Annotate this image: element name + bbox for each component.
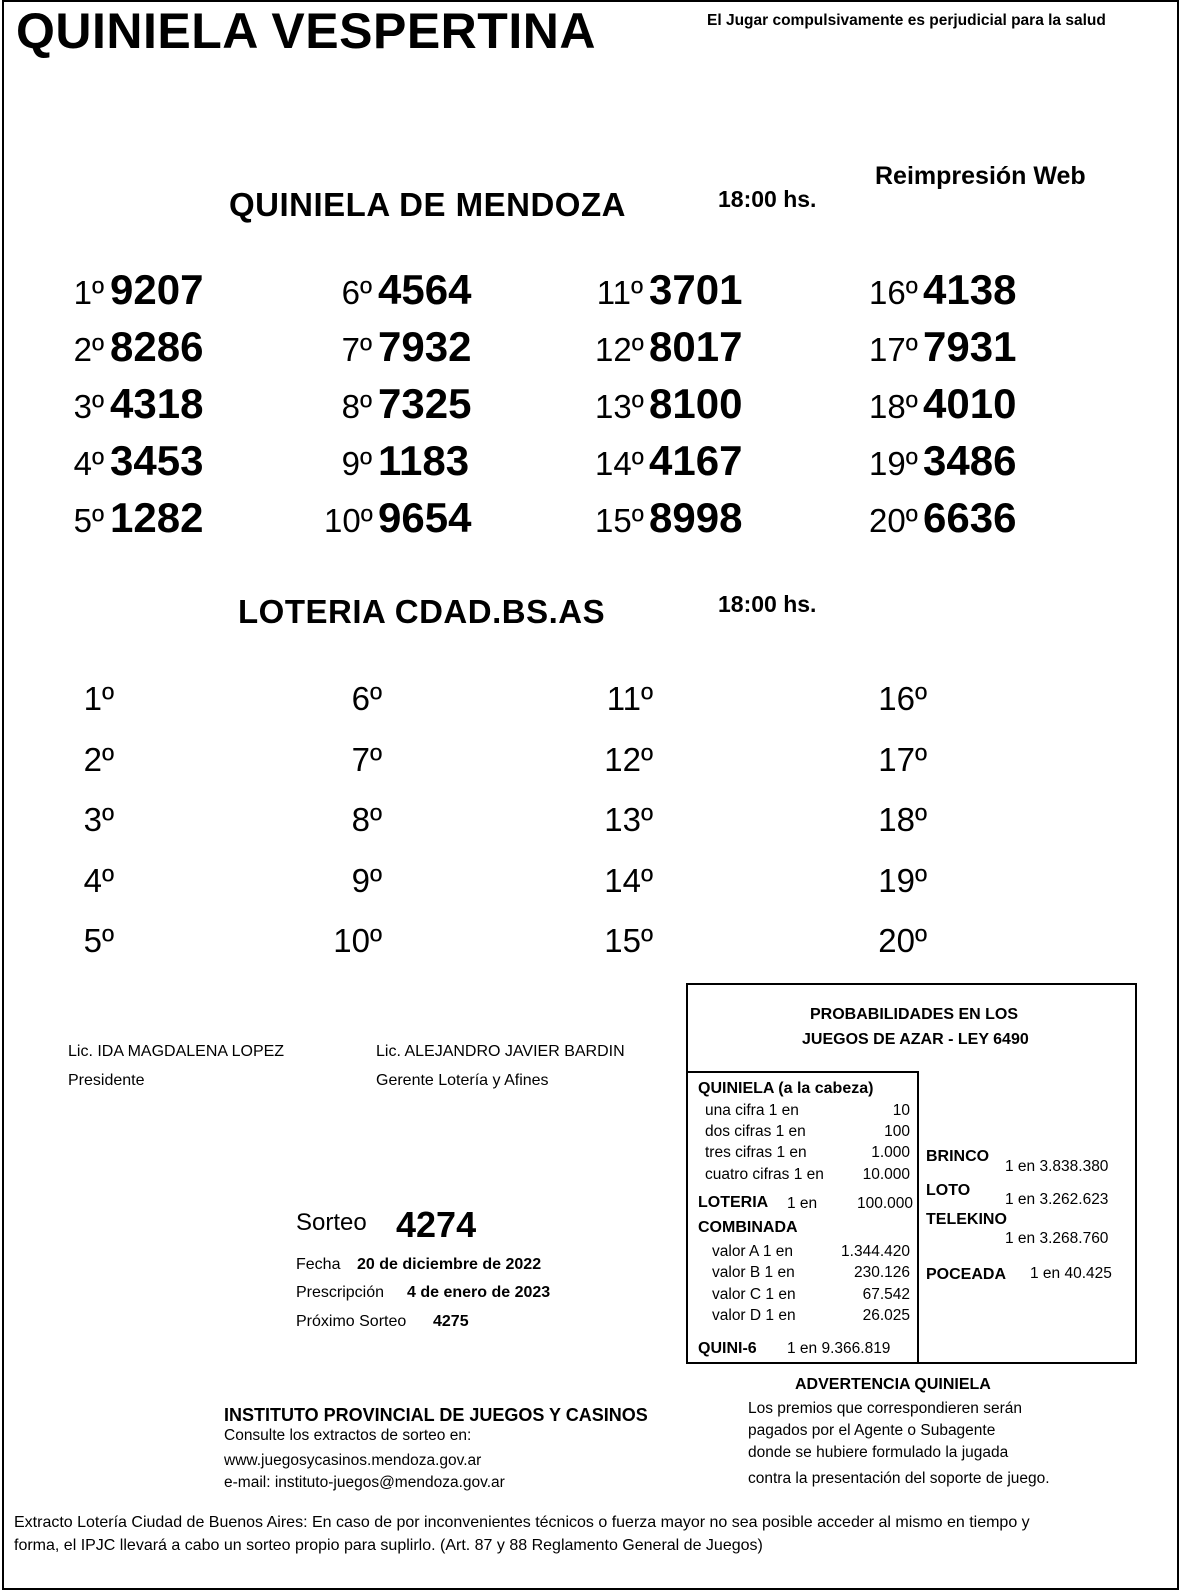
- loteria-position: 12º: [604, 741, 653, 778]
- mendoza-position: 8º: [341, 388, 372, 425]
- loteria-position: 11º: [606, 680, 653, 717]
- institute-website[interactable]: www.juegosycasinos.mendoza.gov.ar: [224, 1452, 482, 1469]
- brinco-prob-value: 1 en 3.838.380: [1005, 1158, 1109, 1175]
- mendoza-number: 4564: [378, 266, 472, 313]
- mendoza-number: 9207: [110, 266, 204, 313]
- prescripcion-label: Prescripción: [296, 1284, 385, 1301]
- mendoza-number: 8286: [110, 323, 204, 370]
- mendoza-result-cell: [324, 437, 469, 485]
- quiniela-prob-label: QUINIELA (a la cabeza): [698, 1080, 874, 1097]
- signature-left-role: Presidente: [68, 1072, 145, 1089]
- loteria-section-title: LOTERIA CDAD.BS.AS: [238, 593, 606, 630]
- mendoza-position: 19º: [869, 445, 918, 482]
- probabilities-title-line2: JUEGOS DE AZAR - LEY 6490: [802, 1031, 1029, 1048]
- quiniela-prob-row-value: 10: [892, 1102, 910, 1119]
- combinada-prob-row-label: valor D 1 en: [712, 1307, 796, 1324]
- loto-prob-value: 1 en 3.262.623: [1005, 1191, 1109, 1208]
- sorteo-number: 4274: [396, 1204, 477, 1245]
- loteria-prob-value: 100.000: [857, 1195, 914, 1212]
- mendoza-position: 4º: [73, 445, 104, 482]
- quiniela-prob-row-label: una cifra 1 en: [705, 1102, 799, 1119]
- signature-left-name: Lic. IDA MAGDALENA LOPEZ: [68, 1043, 285, 1060]
- mendoza-number: 1282: [110, 494, 204, 541]
- combinada-prob-row-label: valor C 1 en: [712, 1286, 796, 1303]
- loteria-position: 7º: [351, 741, 382, 778]
- loteria-position: 3º: [83, 801, 114, 838]
- advertencia-line: donde se hubiere formulado la jugada: [748, 1444, 1009, 1461]
- mendoza-position: 14º: [595, 445, 644, 482]
- mendoza-result-cell: [595, 380, 742, 428]
- advertencia-line: pagados por el Agente o Subagente: [748, 1422, 996, 1439]
- mendoza-number: 4167: [649, 437, 743, 484]
- combinada-prob-row-label: valor B 1 en: [712, 1264, 795, 1281]
- loteria-position: 8º: [351, 801, 382, 838]
- loteria-position: 19º: [878, 862, 927, 899]
- mendoza-result-cell: [595, 437, 742, 485]
- mendoza-result-cell: [324, 380, 471, 428]
- mendoza-number: 4318: [110, 380, 204, 427]
- loteria-position: 2º: [83, 741, 114, 778]
- mendoza-result-cell: [324, 323, 471, 371]
- loteria-position: 17º: [878, 741, 927, 778]
- mendoza-result-cell: [324, 494, 471, 542]
- mendoza-number: 3453: [110, 437, 204, 484]
- page-title: QUINIELA VESPERTINA: [16, 3, 596, 59]
- mendoza-position: 17º: [869, 331, 918, 368]
- combinada-prob-row-value: 230.126: [853, 1264, 910, 1281]
- mendoza-time: 18:00 hs.: [718, 186, 817, 212]
- combinada-prob-row-label: valor A 1 en: [712, 1243, 794, 1260]
- prescripcion-value: 4 de enero de 2023: [407, 1284, 551, 1301]
- probabilities-title-line1: PROBABILIDADES EN LOS: [810, 1006, 1019, 1023]
- signature-right-role: Gerente Lotería y Afines: [376, 1072, 549, 1089]
- mendoza-position: 2º: [73, 331, 104, 368]
- sorteo-label: Sorteo: [296, 1209, 367, 1236]
- loteria-position: 15º: [604, 922, 653, 959]
- mendoza-position: 1º: [73, 274, 104, 311]
- mendoza-position: 10º: [324, 502, 373, 539]
- mendoza-number: 8998: [649, 494, 743, 541]
- mendoza-position: 18º: [869, 388, 918, 425]
- loteria-prob-label: LOTERIA: [698, 1194, 769, 1211]
- footer-line1: Extracto Lotería Ciudad de Buenos Aires: En caso de por inconvenientes técnicos o fuerza mayor no sea posible acceder al mismo en tiempo y: [14, 1514, 1030, 1531]
- institute-email[interactable]: e-mail: instituto-juegos@mendoza.gov.ar: [224, 1474, 505, 1491]
- mendoza-result-cell: [595, 323, 742, 371]
- loteria-position: 18º: [878, 801, 927, 838]
- mendoza-position: 20º: [869, 502, 918, 539]
- reprint-label: Reimpresión Web: [875, 162, 1086, 190]
- mendoza-number: 4010: [923, 380, 1017, 427]
- loteria-position: 6º: [351, 680, 382, 717]
- mendoza-result-cell: [869, 323, 1016, 371]
- quiniela-prob-row-label: dos cifras 1 en: [705, 1123, 806, 1140]
- mendoza-result-cell: [56, 323, 203, 371]
- mendoza-result-cell: [56, 437, 203, 485]
- mendoza-result-cell: [324, 266, 471, 314]
- loteria-time: 18:00 hs.: [718, 591, 817, 617]
- advertencia-line: Los premios que correspondieren serán: [748, 1400, 1022, 1417]
- quiniela-prob-row-label: tres cifras 1 en: [705, 1144, 807, 1161]
- proximo-label: Próximo Sorteo: [296, 1313, 407, 1330]
- loteria-position: 9º: [351, 862, 382, 899]
- mendoza-result-cell: [869, 380, 1016, 428]
- mendoza-position: 9º: [341, 445, 372, 482]
- loteria-prob-mid: 1 en: [787, 1195, 818, 1212]
- institute-consult: Consulte los extractos de sorteo en:: [224, 1427, 472, 1444]
- advertencia-title: ADVERTENCIA QUINIELA: [795, 1376, 991, 1393]
- mendoza-result-cell: [869, 494, 1016, 542]
- mendoza-number: 8017: [649, 323, 743, 370]
- mendoza-result-cell: [869, 266, 1016, 314]
- mendoza-position: 5º: [73, 502, 104, 539]
- mendoza-result-cell: [595, 494, 742, 542]
- mendoza-position: 6º: [341, 274, 372, 311]
- loteria-position: 14º: [604, 862, 653, 899]
- quiniela-prob-row-value: 10.000: [862, 1166, 910, 1183]
- footer-line2: forma, el IPJC llevará a cabo un sorteo propio para suplirlo. (Art. 87 y 88 Reglamento General de Juegos): [14, 1537, 763, 1554]
- loteria-position: 10º: [333, 922, 382, 959]
- brinco-prob-label: BRINCO: [926, 1148, 990, 1165]
- mendoza-number: 4138: [923, 266, 1017, 313]
- advertencia-line: contra la presentación del soporte de juego.: [748, 1470, 1050, 1487]
- mendoza-number: 1183: [378, 437, 470, 484]
- mendoza-position: 15º: [595, 502, 644, 539]
- mendoza-position: 11º: [596, 274, 643, 311]
- quiniela-prob-row-value: 1.000: [871, 1144, 910, 1161]
- telekino-prob-label: TELEKINO: [926, 1211, 1007, 1228]
- combinada-prob-label: COMBINADA: [698, 1219, 798, 1236]
- poceada-prob-value: 1 en 40.425: [1030, 1265, 1112, 1282]
- signature-right-name: Lic. ALEJANDRO JAVIER BARDIN: [376, 1043, 625, 1060]
- proximo-value: 4275: [433, 1313, 469, 1330]
- institute-name: INSTITUTO PROVINCIAL DE JUEGOS Y CASINOS: [224, 1405, 648, 1425]
- mendoza-position: 13º: [595, 388, 644, 425]
- loteria-position: 1º: [83, 680, 114, 717]
- mendoza-number: 7325: [378, 380, 472, 427]
- mendoza-number: 6636: [923, 494, 1017, 541]
- mendoza-result-cell: [56, 380, 203, 428]
- mendoza-position: 12º: [595, 331, 644, 368]
- mendoza-number: 8100: [649, 380, 743, 427]
- health-warning: El Jugar compulsivamente es perjudicial para la salud: [707, 12, 1106, 29]
- loteria-position: 4º: [83, 862, 114, 899]
- mendoza-section-title: QUINIELA DE MENDOZA: [229, 186, 626, 223]
- fecha-value: 20 de diciembre de 2022: [357, 1256, 542, 1273]
- combinada-prob-row-value: 67.542: [862, 1286, 910, 1303]
- fecha-label: Fecha: [296, 1256, 341, 1273]
- poceada-prob-label: POCEADA: [926, 1266, 1007, 1283]
- loteria-position: 13º: [604, 801, 653, 838]
- mendoza-number: 7931: [923, 323, 1017, 370]
- mendoza-position: 3º: [73, 388, 104, 425]
- mendoza-number: 3486: [923, 437, 1017, 484]
- loteria-position: 20º: [878, 922, 927, 959]
- quiniela-prob-row-value: 100: [884, 1123, 910, 1140]
- mendoza-position: 16º: [869, 274, 918, 311]
- quiniela-prob-row-label: cuatro cifras 1 en: [705, 1166, 824, 1183]
- mendoza-result-cell: [595, 266, 742, 314]
- mendoza-position: 7º: [341, 331, 372, 368]
- combinada-prob-row-value: 26.025: [862, 1307, 910, 1324]
- mendoza-number: 9654: [378, 494, 472, 541]
- mendoza-result-cell: [56, 494, 203, 542]
- loteria-position: 5º: [83, 922, 114, 959]
- quini6-prob-label: QUINI-6: [698, 1340, 757, 1357]
- loteria-position: 16º: [878, 680, 927, 717]
- combinada-prob-row-value: 1.344.420: [841, 1243, 910, 1260]
- mendoza-number: 3701: [649, 266, 743, 313]
- mendoza-result-cell: [56, 266, 203, 314]
- mendoza-result-cell: [869, 437, 1016, 485]
- loto-prob-label: LOTO: [926, 1182, 971, 1199]
- quini6-prob-value: 1 en 9.366.819: [787, 1340, 891, 1357]
- mendoza-number: 7932: [378, 323, 472, 370]
- telekino-prob-value: 1 en 3.268.760: [1005, 1230, 1109, 1247]
